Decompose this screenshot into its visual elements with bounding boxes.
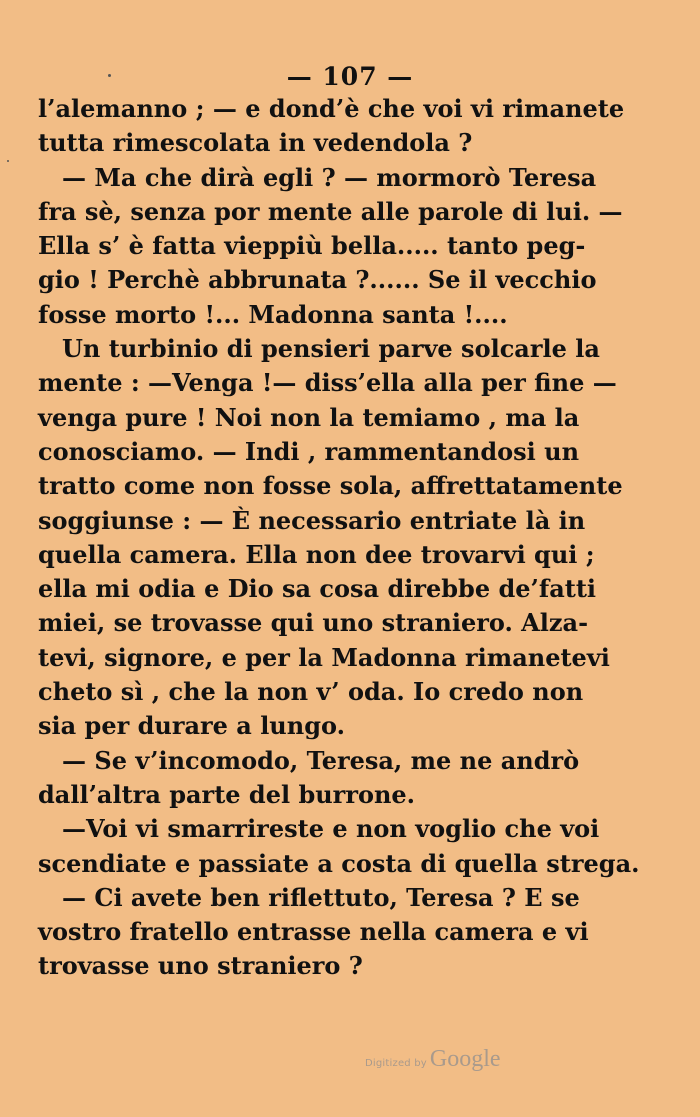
text-line: dall’altra parte del burrone. xyxy=(38,779,416,809)
text-line: gio ! Perchè abbrunata ?...... Se il vecchio xyxy=(38,265,597,295)
text-line: sia per durare a lungo. xyxy=(38,711,345,741)
text-line: ella mi odia e Dio sa cosa direbbe de’fatti xyxy=(38,574,597,604)
page-number: — 107 — xyxy=(286,62,414,91)
text-line: Ella s’ è fatta vieppiù bella..... tanto peg- xyxy=(38,231,586,261)
ink-speck xyxy=(7,160,9,162)
text-line: — Se v’incomodo, Teresa, me ne andrò xyxy=(62,745,580,775)
text-line: quella camera. Ella non dee trovarvi qui ; xyxy=(38,539,595,569)
text-line: — Ma che dirà egli ? — mormorò Teresa xyxy=(62,162,597,192)
google-watermark xyxy=(365,1046,501,1073)
text-line: —Voi vi smarrireste e non voglio che voi xyxy=(62,814,600,844)
text-line: — Ci avete ben riflettuto, Teresa ? E se xyxy=(62,882,580,912)
text-line: conosciamo. — Indi , rammentandosi un xyxy=(38,436,580,466)
text-line: soggiunse : — È necessario entriate là in xyxy=(38,505,586,535)
text-line: vostro fratello entrasse nella camera e vi xyxy=(38,917,589,947)
text-line: miei, se trovasse qui uno straniero. Alza- xyxy=(38,608,589,638)
watermark-brand: Google xyxy=(429,1046,501,1072)
watermark-prefix: Digitized by xyxy=(365,1058,427,1069)
text-line: fra sè, senza por mente alle parole di lui. — xyxy=(38,196,623,226)
text-line: tutta rimescolata in vedendola ? xyxy=(38,128,473,158)
text-line: fosse morto !... Madonna santa !.... xyxy=(38,299,508,329)
text-line: tratto come non fosse sola, affrettatamente xyxy=(38,471,623,501)
text-line: tevi, signore, e per la Madonna rimanetevi xyxy=(38,642,610,672)
text-line: cheto sì , che la non v’ oda. Io credo non xyxy=(38,677,584,707)
body-text xyxy=(38,92,640,984)
ink-speck xyxy=(108,74,111,77)
text-line: Un turbinio di pensieri parve solcarle la xyxy=(62,334,600,364)
text-line: venga pure ! Noi non la temiamo , ma la xyxy=(38,402,580,432)
text-line: scendiate e passiate a costa di quella strega. xyxy=(38,848,640,878)
text-line: mente : —Venga !— diss’ella alla per fine — xyxy=(38,368,617,398)
text-line: trovasse uno straniero ? xyxy=(38,951,363,981)
text-line: l’alemanno ; — e dond’è che voi vi rimanete xyxy=(38,94,625,123)
